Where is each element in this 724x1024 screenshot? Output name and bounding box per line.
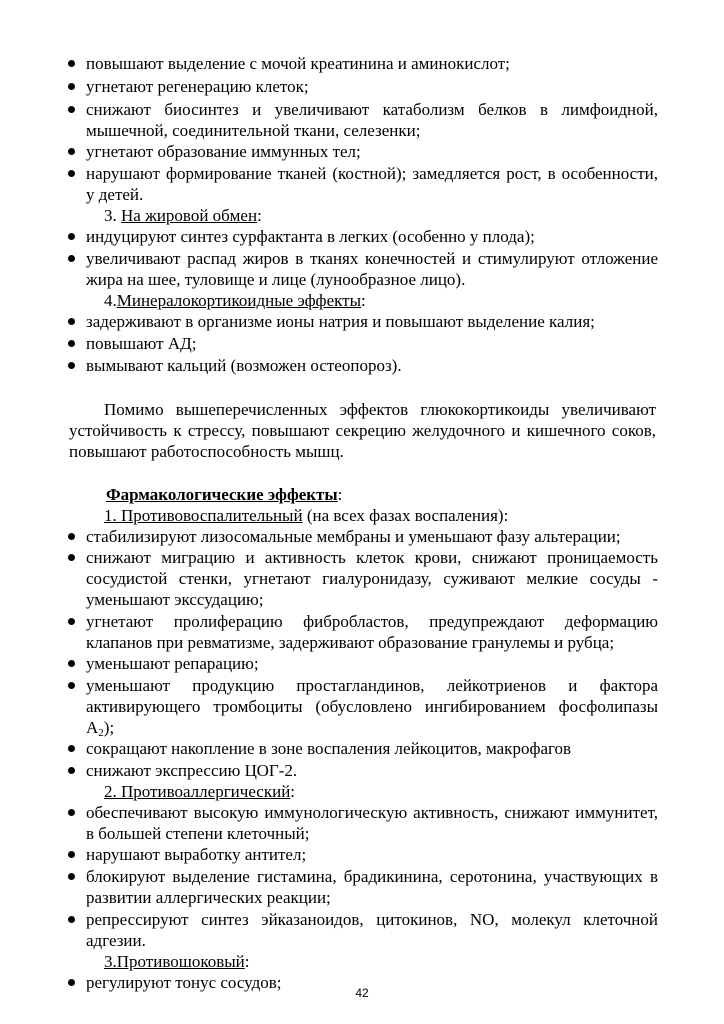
list-item: индуцируют синтез сурфактанта в легких (особенно у плода); (86, 227, 535, 246)
bullet-icon (68, 618, 75, 625)
list-item-continuation: клапанов при ревматизме, задерживают образование гранулемы и рубца; (86, 633, 615, 652)
list-item: снижают биосинтез и увеличивают катаболизм белков в лимфоидной, (86, 100, 658, 119)
list-item: уменьшают продукцию простагландинов, лейкотриенов и фактора (86, 676, 658, 695)
paragraph-line: устойчивость к стрессу, повышают секрецию желудочного и кишечного соков, (69, 421, 656, 440)
bullet-icon (68, 148, 75, 155)
paragraph-line: Помимо вышеперечисленных эффектов глюкокортикоиды увеличивают (104, 400, 656, 419)
bullet-icon (68, 362, 75, 369)
bullet-icon (68, 809, 75, 816)
list-item: нарушают формирование тканей (костной); замедляется рост, в особенности, (86, 164, 658, 183)
bullet-icon (68, 916, 75, 923)
subsection-heading-anti-allergic: 2. Противоаллергический: (104, 782, 296, 801)
section-title-pharmacological: Фармакологические эффекты: (106, 485, 343, 504)
section-heading-mineral: 4.Минералокортикоидные эффекты: (104, 291, 366, 310)
paragraph-line: повышают работоспособность мышц. (69, 442, 344, 461)
list-item: сокращают накопление в зоне воспаления лейкоцитов, макрофагов (86, 739, 572, 758)
list-item: увеличивают распад жиров в тканях конечностей и стимулируют отложение (86, 249, 658, 268)
list-item: нарушают выработку антител; (86, 845, 307, 864)
list-item: снижают миграцию и активность клеток крови, снижают проницаемость (86, 548, 658, 567)
bullet-icon (68, 873, 75, 880)
bullet-icon (68, 106, 75, 113)
list-item: повышают выделение с мочой креатинина и аминокислот; (86, 54, 510, 73)
list-item-continuation: $A_2$); (86, 718, 115, 739)
bullet-icon (68, 682, 75, 689)
bullet-icon (68, 340, 75, 347)
bullet-icon (68, 767, 75, 774)
bullet-icon (68, 255, 75, 262)
subsection-heading-anti-shock: 3.Противошоковый: (104, 952, 250, 971)
bullet-icon (68, 851, 75, 858)
list-item: задерживают в организме ионы натрия и повышают выделение калия; (86, 312, 595, 331)
list-item-continuation: в большей степени клеточный; (86, 824, 310, 843)
list-item: угнетают пролиферацию фибробластов, предупреждают деформацию (86, 612, 658, 631)
list-item: блокируют выделение гистамина, брадикинина, серотонина, участвующих в (86, 867, 658, 886)
list-item-continuation: жира на шее, туловище и лице (лунообразное лицо). (86, 270, 466, 289)
list-item: повышают АД; (86, 334, 197, 353)
bullet-icon (68, 318, 75, 325)
page-number: 42 (355, 986, 369, 1000)
list-item: обеспечивают высокую иммунологическую активность, снижают иммунитет, (86, 803, 658, 822)
bullet-icon (68, 83, 75, 90)
bullet-icon (68, 745, 75, 752)
list-item-continuation: мышечной, соединительной ткани, селезенки; (86, 121, 421, 140)
bullet-icon (68, 554, 75, 561)
list-item: вымывают кальций (возможен остеопороз). (86, 356, 402, 375)
bullet-icon (68, 170, 75, 177)
list-item: стабилизируют лизосомальные мембраны и уменьшают фазу альтерации; (86, 527, 621, 546)
list-item-continuation: активирующего тромбоциты (обусловлено ингибированием фосфолипазы (86, 697, 658, 716)
list-item-continuation: уменьшают экссудацию; (86, 590, 264, 609)
subsection-heading-anti-inflammatory: 1. Противовоспалительный (на всех фазах воспаления): (104, 506, 509, 525)
bullet-icon (68, 660, 75, 667)
section-heading-fat: 3. На жировой обмен: (104, 206, 262, 225)
list-item: снижают экспрессию ЦОГ-2. (86, 761, 298, 780)
bullet-icon (68, 979, 75, 986)
list-item: репрессируют синтез эйказаноидов, цитокинов, NO, молекул клеточной (86, 910, 658, 929)
bullet-icon (68, 233, 75, 240)
list-item: регулируют тонус сосудов; (86, 973, 282, 992)
list-item-continuation: у детей. (86, 185, 144, 204)
list-item-continuation: развитии аллергических реакции; (86, 888, 331, 907)
list-item-continuation: сосудистой стенки, угнетают гиалуронидазу, суживают мелкие сосуды - (86, 569, 658, 588)
list-item-continuation: адгезии. (86, 931, 146, 950)
list-item: угнетают образование иммунных тел; (86, 142, 361, 161)
bullet-icon (68, 60, 75, 67)
bullet-icon (68, 533, 75, 540)
list-item: уменьшают репарацию; (86, 654, 259, 673)
list-item: угнетают регенерацию клеток; (86, 77, 309, 96)
